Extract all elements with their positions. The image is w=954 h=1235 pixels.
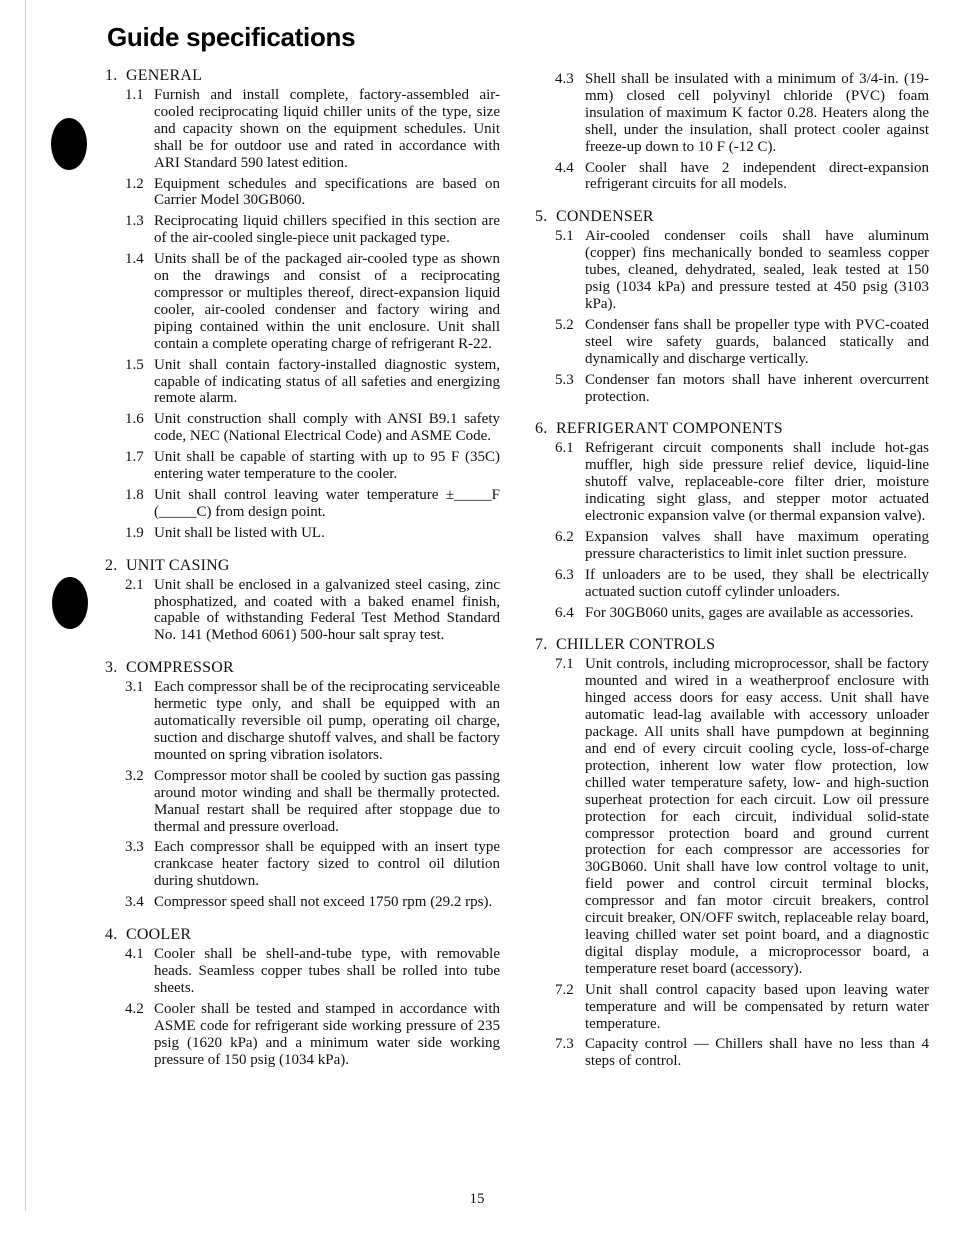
spec-item bbox=[105, 487, 500, 521]
page-number: 15 bbox=[469, 1191, 485, 1207]
spec-item bbox=[105, 946, 500, 997]
spec-item-number: 3.3 bbox=[125, 839, 144, 856]
spec-item bbox=[535, 529, 929, 563]
section-heading bbox=[105, 556, 500, 575]
spec-item-text: For 30GB060 units, gages are available as accessories. bbox=[585, 604, 914, 621]
spec-item-number: 1.8 bbox=[125, 486, 144, 503]
spec-item-number: 1.1 bbox=[125, 87, 144, 103]
spec-item-number: 6.2 bbox=[555, 528, 574, 545]
section-number: 7. bbox=[535, 636, 548, 654]
spec-item-text: Reciprocating liquid chillers specified in this section are of the air-cooled single-piece unit packaged type. bbox=[154, 213, 500, 247]
spec-item bbox=[105, 1001, 500, 1069]
spec-item-number: 6.4 bbox=[555, 604, 574, 621]
spec-item-number: 7.3 bbox=[555, 1036, 574, 1053]
section-title: COOLER bbox=[126, 926, 192, 944]
section-heading bbox=[105, 66, 500, 85]
section-heading bbox=[535, 207, 929, 226]
spec-item-list bbox=[105, 679, 500, 911]
spec-item-number: 1.5 bbox=[125, 356, 144, 373]
spec-item bbox=[105, 768, 500, 836]
spec-section bbox=[535, 635, 929, 1070]
spec-item-list bbox=[535, 656, 929, 1070]
spec-item-number: 4.3 bbox=[555, 71, 574, 87]
spec-item-text: Unit shall be capable of starting with up to 95 F (35C) entering water temperature to the cooler. bbox=[154, 449, 500, 483]
spec-item bbox=[105, 213, 500, 247]
section-title: COMPRESSOR bbox=[126, 659, 234, 677]
spec-section bbox=[105, 556, 500, 645]
spec-item-text: If unloaders are to be used, they shall be electrically actuated suction cutoff cylinder unloaders. bbox=[585, 566, 929, 600]
spec-item-number: 3.1 bbox=[125, 679, 144, 696]
spec-item-list bbox=[105, 946, 500, 1068]
spec-item-number: 3.2 bbox=[125, 767, 144, 784]
spec-item bbox=[105, 176, 500, 210]
spec-item bbox=[535, 656, 929, 977]
spec-item-number: 7.2 bbox=[555, 981, 574, 998]
section-heading bbox=[535, 419, 929, 438]
section-heading bbox=[105, 925, 500, 944]
spec-item-text: Unit controls, including microprocessor, shall be factory mounted and wired in a weatherproof enclosure with hinged access doors for easy access. Unit shall have automatic lead-lag available with accessory unloader package. All units shall have pumpdown at beginning and end of every circuit cooling cycle, loss-of-charge protection, inherent low water flow protection, low chilled water temperature safety, low- and high-suction superheat protection for each circuit. Low oil pressure protection for each circuit, individual solid-state compressor protection board and ground current protection for each compressor are accessories for 30GB060. Unit shall have low control voltage to unit, field power and control circuit terminal blocks, compressor and fan motor circuit breakers, control circuit breaker, ON/OFF switch, replaceable relay board, leaving chilled water set point board, and a diagnostic digital display module, a microprocessor board, a temperature reset board (accessory). bbox=[585, 656, 929, 977]
page-title: Guide specifications bbox=[107, 22, 356, 52]
section-title: UNIT CASING bbox=[126, 556, 230, 574]
spec-item bbox=[535, 160, 929, 194]
spec-item-number: 5.1 bbox=[555, 228, 574, 245]
spec-item-text: Condenser fan motors shall have inherent overcurrent protection. bbox=[585, 371, 929, 405]
spec-item-text: Furnish and install complete, factory-assembled air-cooled reciprocating liquid chiller units of the type, size and capacity shown on the equipment schedules. Unit shall be for outdoor use and rated in accordance with ARI Standard 590 latest edition. bbox=[154, 87, 500, 171]
spec-item-number: 4.1 bbox=[125, 946, 144, 963]
spec-item-number: 6.1 bbox=[555, 440, 574, 457]
spec-section bbox=[535, 207, 929, 405]
spec-item bbox=[105, 894, 500, 911]
spec-item-number: 5.2 bbox=[555, 316, 574, 333]
spec-item-text: Cooler shall be shell-and-tube type, with removable heads. Seamless copper tubes shall be rolled into tube sheets. bbox=[154, 946, 500, 996]
spec-section bbox=[105, 925, 500, 1068]
section-title: GENERAL bbox=[126, 67, 203, 84]
spec-item-text: Air-cooled condenser coils shall have aluminum (copper) fins mechanically bonded to seamless copper tubes, cleaned, dehydrated, sealed, leak tested at 150 psig (1034 kPa) and pressure tested at 450 psig (3103 kPa). bbox=[585, 228, 929, 312]
spec-item-number: 7.1 bbox=[555, 656, 574, 673]
section-heading bbox=[105, 658, 500, 677]
section-title: CHILLER CONTROLS bbox=[556, 636, 716, 654]
spec-item bbox=[535, 982, 929, 1033]
spec-item-text: Compressor speed shall not exceed 1750 rpm (29.2 rps). bbox=[154, 894, 493, 911]
spec-item-text: Capacity control — Chillers shall have no less than 4 steps of control. bbox=[585, 1036, 929, 1070]
spec-item-list bbox=[105, 577, 500, 645]
spec-section-continued bbox=[535, 71, 929, 193]
section-number: 3. bbox=[105, 659, 118, 677]
spec-item-text: Equipment schedules and specifications are based on Carrier Model 30GB060. bbox=[154, 175, 500, 209]
spec-item-number: 1.9 bbox=[125, 524, 144, 541]
spec-item-number: 5.3 bbox=[555, 371, 574, 388]
spec-item-text: Compressor motor shall be cooled by suction gas passing around motor winding and shall be thermally protected. Manual restart shall be required after stoppage due to thermal and pressure overload. bbox=[154, 767, 500, 835]
spec-item bbox=[105, 87, 500, 172]
spec-section bbox=[535, 419, 929, 621]
spec-item-list bbox=[535, 228, 929, 405]
spec-item-text: Each compressor shall be equipped with an insert type crankcase heater factory sized to control oil dilution during shutdown. bbox=[154, 839, 500, 890]
spec-item-number: 1.4 bbox=[125, 251, 144, 268]
spec-item-text: Cooler shall have 2 independent direct-expansion refrigerant circuits for all models. bbox=[585, 159, 929, 193]
spec-item bbox=[535, 440, 929, 525]
spec-item-number: 2.1 bbox=[125, 576, 144, 593]
spec-item-text: Unit shall control capacity based upon leaving water temperature and will be compensated by return water temperature. bbox=[585, 981, 929, 1032]
spec-section bbox=[105, 658, 500, 911]
spec-item bbox=[105, 839, 500, 890]
spec-item-list bbox=[105, 87, 500, 542]
page-edge-rule bbox=[25, 0, 26, 1210]
spec-item-text: Unit shall be listed with UL. bbox=[154, 524, 325, 541]
spec-item bbox=[535, 1036, 929, 1070]
spec-item-number: 1.3 bbox=[125, 213, 144, 230]
binder-hole-mark bbox=[51, 118, 87, 170]
section-number: 6. bbox=[535, 420, 548, 438]
spec-item-number: 3.4 bbox=[125, 894, 144, 911]
spec-item-number: 4.4 bbox=[555, 159, 574, 176]
spec-item-text: Cooler shall be tested and stamped in accordance with ASME code for refrigerant side working pressure of 235 psig (1620 kPa) and a minimum water side working pressure of 150 psig (1034 kPa). bbox=[154, 1000, 500, 1068]
spec-item-text: Refrigerant circuit components shall include hot-gas muffler, high side pressure relief device, liquid-line shutoff valve, replaceable-core filter drier, moisture indicating sight glass, and stepper motor actuated electronic expansion valve (or thermal expansion valve). bbox=[585, 440, 929, 525]
spec-item-text: Unit shall contain factory-installed diagnostic system, capable of indicating status of all safeties and energizing remote alarm. bbox=[154, 356, 500, 407]
spec-item bbox=[535, 605, 929, 622]
spec-item-text: Unit shall control leaving water temperature ±_____F (_____C) from design point. bbox=[154, 486, 500, 520]
spec-item-number: 1.2 bbox=[125, 175, 144, 192]
spec-item-text: Shell shall be insulated with a minimum of 3/4-in. (19-mm) closed cell polyvinyl chloride (PVC) foam insulation of maximum K factor 0.28. Heaters along the shell, under the insulation, shall protect cooler against freeze-up down to 10 F (-12 C). bbox=[585, 71, 929, 155]
spec-item-text: Units shall be of the packaged air-cooled type as shown on the drawings and consist of a reciprocating compressor or multiples thereof, direct-expansion liquid cooler, air-cooled condenser and factory wiring and piping contained within the unit enclosure. Unit shall contain a complete operating charge of refrigerant R-22. bbox=[154, 251, 500, 352]
binder-hole-mark bbox=[52, 577, 88, 629]
left-column bbox=[105, 66, 500, 1082]
spec-item bbox=[105, 411, 500, 445]
spec-item bbox=[535, 567, 929, 601]
spec-item bbox=[535, 228, 929, 313]
spec-item bbox=[105, 525, 500, 542]
spec-item bbox=[105, 251, 500, 352]
section-number: 5. bbox=[535, 208, 548, 226]
spec-item-number: 4.2 bbox=[125, 1000, 144, 1017]
spec-item bbox=[535, 71, 929, 156]
right-column bbox=[535, 71, 929, 1084]
spec-item bbox=[105, 577, 500, 645]
spec-item bbox=[535, 317, 929, 368]
section-number: 4. bbox=[105, 926, 118, 944]
spec-item bbox=[105, 679, 500, 764]
spec-item-text: Condenser fans shall be propeller type with PVC-coated steel wire safety guards, balanced statically and dynamically and discharge vertically. bbox=[585, 316, 929, 367]
spec-item bbox=[105, 449, 500, 483]
section-number: 2. bbox=[105, 556, 118, 574]
spec-item-number: 1.6 bbox=[125, 411, 144, 428]
spec-item-number: 1.7 bbox=[125, 449, 144, 466]
section-number: 1. bbox=[105, 67, 118, 84]
spec-item-number: 6.3 bbox=[555, 566, 574, 583]
spec-item-list bbox=[535, 440, 929, 621]
spec-item-text: Unit shall be enclosed in a galvanized steel casing, zinc phosphatized, and coated with a baked enamel finish, capable of withstanding Federal Test Method Standard No. 141 (Method 6061) 500-hour salt spray test. bbox=[154, 576, 500, 644]
section-title: REFRIGERANT COMPONENTS bbox=[556, 420, 783, 438]
spec-item bbox=[535, 372, 929, 406]
spec-item-text: Unit construction shall comply with ANSI B9.1 safety code, NEC (National Electrical Code) and ASME Code. bbox=[154, 411, 500, 445]
section-heading bbox=[535, 635, 929, 654]
spec-item-text: Each compressor shall be of the reciprocating serviceable hermetic type only, and shall be equipped with an automatically reversible oil pump, operating oil charge, suction and discharge shutoff valves, and shall be factory mounted on spring vibration isolators. bbox=[154, 679, 500, 763]
spec-section bbox=[105, 66, 500, 542]
spec-item-list bbox=[535, 71, 929, 193]
section-title: CONDENSER bbox=[556, 208, 654, 226]
spec-item bbox=[105, 357, 500, 408]
spec-item-text: Expansion valves shall have maximum operating pressure characteristics to limit inlet suction pressure. bbox=[585, 528, 929, 562]
